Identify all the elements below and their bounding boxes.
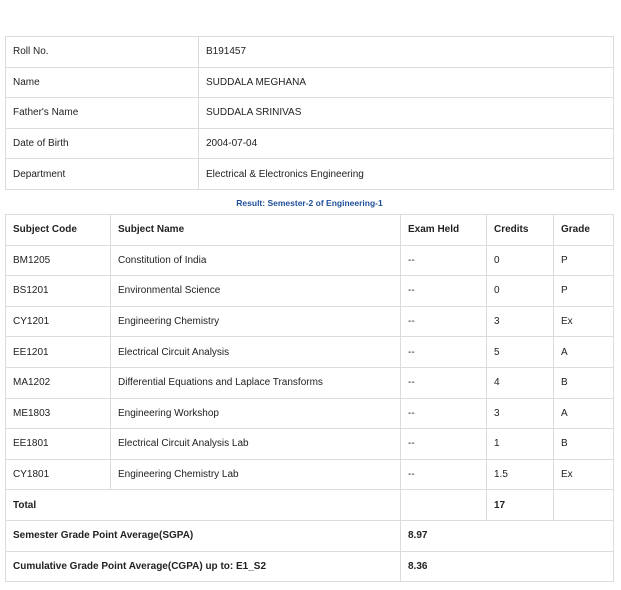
table-row: [6, 398, 614, 429]
subject-name: Electrical Circuit Analysis Lab: [111, 429, 401, 460]
header-credits: Credits: [487, 215, 554, 246]
grade: P: [554, 245, 614, 276]
sgpa-row: [6, 520, 614, 551]
exam-held: --: [401, 276, 487, 307]
roll-no-label: Roll No.: [6, 37, 199, 68]
dob-value: 2004-07-04: [199, 128, 614, 159]
subject-code: BM1205: [6, 245, 111, 276]
subject-name: Differential Equations and Laplace Transforms: [111, 367, 401, 398]
credits: 5: [487, 337, 554, 368]
subject-name: Electrical Circuit Analysis: [111, 337, 401, 368]
table-row: [6, 98, 614, 129]
total-credits: 17: [487, 490, 554, 521]
subject-code: MA1202: [6, 367, 111, 398]
subject-name: Constitution of India: [111, 245, 401, 276]
credits: 4: [487, 367, 554, 398]
subject-name: Engineering Chemistry: [111, 306, 401, 337]
exam-held: --: [401, 367, 487, 398]
result-caption: Result: Semester-2 of Engineering-1: [236, 198, 383, 208]
table-row: [6, 128, 614, 159]
table-row: [6, 459, 614, 490]
credits: 0: [487, 276, 554, 307]
subject-code: EE1801: [6, 429, 111, 460]
department-label: Department: [6, 159, 199, 190]
credits: 3: [487, 306, 554, 337]
father-name-value: SUDDALA SRINIVAS: [199, 98, 614, 129]
grade: A: [554, 337, 614, 368]
sgpa-value: 8.97: [401, 520, 614, 551]
table-row: [6, 276, 614, 307]
total-row: [6, 490, 614, 521]
header-grade: Grade: [554, 215, 614, 246]
table-row: [6, 337, 614, 368]
table-row: [6, 429, 614, 460]
exam-held: --: [401, 429, 487, 460]
credits: 1.5: [487, 459, 554, 490]
grade: B: [554, 429, 614, 460]
exam-held: --: [401, 306, 487, 337]
total-grade-empty: [554, 490, 614, 521]
table-row: [6, 67, 614, 98]
credits: 0: [487, 245, 554, 276]
cgpa-row: [6, 551, 614, 582]
table-row: [6, 306, 614, 337]
sgpa-label: Semester Grade Point Average(SGPA): [6, 520, 401, 551]
subject-code: BS1201: [6, 276, 111, 307]
exam-held: --: [401, 398, 487, 429]
subject-name: Environmental Science: [111, 276, 401, 307]
header-subject-name: Subject Name: [111, 215, 401, 246]
grade: Ex: [554, 306, 614, 337]
name-label: Name: [6, 67, 199, 98]
result-table: [5, 214, 614, 582]
subject-code: EE1201: [6, 337, 111, 368]
exam-held: --: [401, 337, 487, 368]
name-value: SUDDALA MEGHANA: [199, 67, 614, 98]
subject-code: CY1801: [6, 459, 111, 490]
department-value: Electrical & Electronics Engineering: [199, 159, 614, 190]
father-name-label: Father's Name: [6, 98, 199, 129]
grade: A: [554, 398, 614, 429]
header-subject-code: Subject Code: [6, 215, 111, 246]
header-exam-held: Exam Held: [401, 215, 487, 246]
student-details-table: [5, 36, 614, 190]
exam-held: --: [401, 459, 487, 490]
total-exam-held-empty: [401, 490, 487, 521]
subject-code: ME1803: [6, 398, 111, 429]
grade: Ex: [554, 459, 614, 490]
grade: P: [554, 276, 614, 307]
table-row: [6, 245, 614, 276]
exam-held: --: [401, 245, 487, 276]
cgpa-label: Cumulative Grade Point Average(CGPA) up to: E1_S2: [6, 551, 401, 582]
cgpa-value: 8.36: [401, 551, 614, 582]
table-row: [6, 367, 614, 398]
table-row: [6, 159, 614, 190]
table-header-row: [6, 215, 614, 246]
table-row: [6, 37, 614, 68]
roll-no-value: B191457: [199, 37, 614, 68]
subject-name: Engineering Chemistry Lab: [111, 459, 401, 490]
total-label: Total: [6, 490, 401, 521]
subject-name: Engineering Workshop: [111, 398, 401, 429]
credits: 1: [487, 429, 554, 460]
dob-label: Date of Birth: [6, 128, 199, 159]
subject-code: CY1201: [6, 306, 111, 337]
credits: 3: [487, 398, 554, 429]
grade: B: [554, 367, 614, 398]
